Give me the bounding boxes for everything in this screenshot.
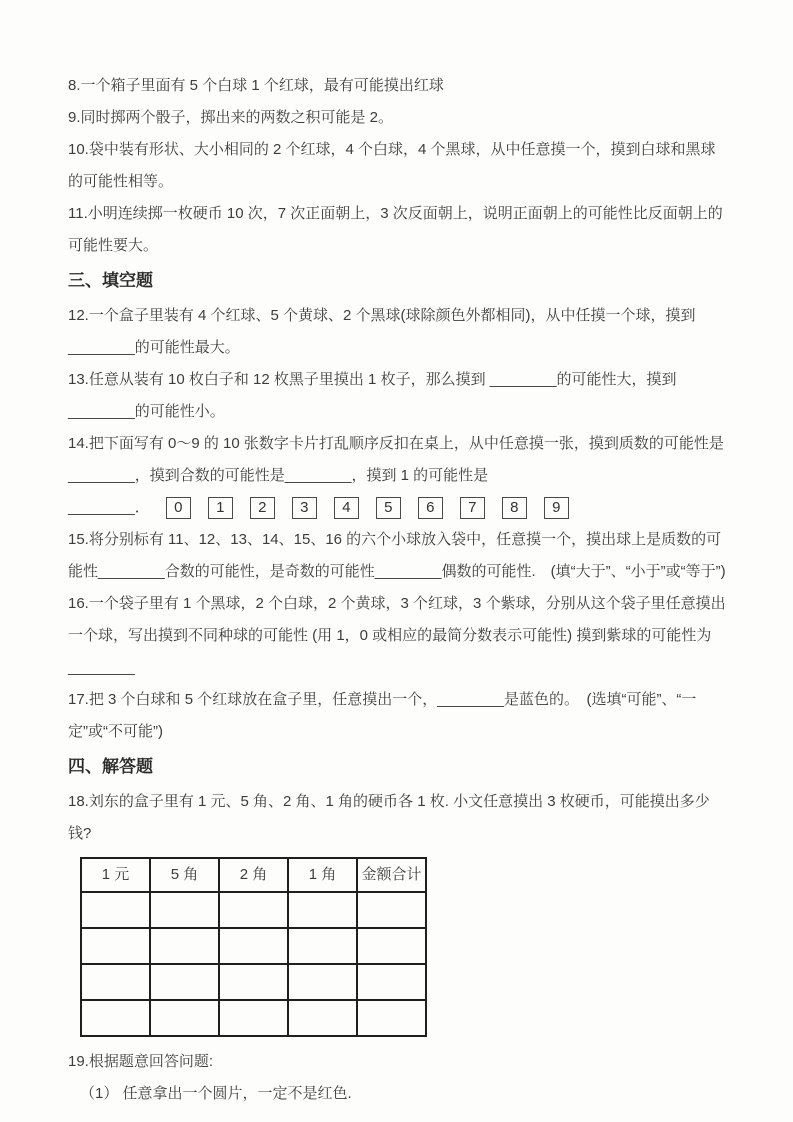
question-11: 11.小明连续掷一枚硬币 10 次，7 次正面朝上，3 次反面朝上，说明正面朝上的可能性比反面朝上的可能性要大。 xyxy=(68,205,723,254)
question-15: 15.将分别标有 11、12、13、14、15、16 的六个小球放入袋中，任意摸一个，摸出球上是质数的可能性________合数的可能性，是奇数的可能性________偶数的可能性. (填“大于”、“小于”或“等于”) xyxy=(68,531,726,580)
empty-cell xyxy=(357,928,426,964)
number-card-5: 5 xyxy=(376,497,401,519)
q14-number-cards-row xyxy=(68,492,728,524)
question-19-part-1: （1） 任意拿出一个圆片，一定不是红色. xyxy=(80,1085,352,1102)
section-heading-solve: 四、解答题 xyxy=(68,757,153,776)
empty-cell xyxy=(81,1000,150,1036)
question-14: 14.把下面写有 0～9 的 10 张数字卡片打乱顺序反扣在桌上，从中任意摸一张，摸到质数的可能性是________，摸到合数的可能性是________，摸到 1 的可能性是 xyxy=(68,435,724,484)
empty-cell xyxy=(150,928,219,964)
question-16: 16.一个袋子里有 1 个黑球，2 个白球，2 个黄球，3 个红球，3 个紫球，分别从这个袋子里任意摸出一个球，写出摸到不同种球的可能性 (用 1，0 或相应的最简分数表示可能性) 摸到紫球的可能性为________ xyxy=(68,595,726,676)
empty-cell xyxy=(288,1000,357,1036)
empty-cell xyxy=(357,964,426,1000)
table-row xyxy=(81,928,426,964)
empty-cell xyxy=(81,928,150,964)
empty-cell xyxy=(357,1000,426,1036)
col-header-2-jiao: 2 角 xyxy=(219,858,288,892)
col-header-5-jiao: 5 角 xyxy=(150,858,219,892)
empty-cell xyxy=(219,964,288,1000)
empty-cell xyxy=(219,1000,288,1036)
empty-cell xyxy=(150,1000,219,1036)
number-card-1: 1 xyxy=(208,497,233,519)
question-19: 19.根据题意回答问题: xyxy=(68,1053,214,1070)
question-12: 12.一个盒子里装有 4 个红球、5 个黄球、2 个黑球(球除颜色外都相同)，从中任摸一个球，摸到________的可能性最大。 xyxy=(68,307,696,356)
table-row xyxy=(81,964,426,1000)
empty-cell xyxy=(150,892,219,928)
number-card-9: 9 xyxy=(544,497,569,519)
section-heading-fill-in-blanks: 三、填空题 xyxy=(68,271,153,290)
empty-cell xyxy=(357,892,426,928)
empty-cell xyxy=(81,892,150,928)
empty-cell xyxy=(288,928,357,964)
col-header-1-jiao: 1 角 xyxy=(288,858,357,892)
q14-answer-blank: ________． xyxy=(68,499,150,516)
question-8: 8.一个箱子里面有 5 个白球 1 个红球，最有可能摸出红球 xyxy=(68,77,444,94)
table-header-row xyxy=(81,858,426,892)
empty-cell xyxy=(219,928,288,964)
question-13: 13.任意从装有 10 枚白子和 12 枚黑子里摸出 1 枚子，那么摸到 ________的可能性大，摸到________的可能性小。 xyxy=(68,371,677,420)
table-row xyxy=(81,892,426,928)
empty-cell xyxy=(219,892,288,928)
number-card-4: 4 xyxy=(334,497,359,519)
empty-cell xyxy=(288,892,357,928)
table-row xyxy=(81,1000,426,1036)
q18-coin-answer-table xyxy=(80,857,427,1037)
number-card-6: 6 xyxy=(418,497,443,519)
worksheet-page xyxy=(68,70,728,1110)
number-card-0: 0 xyxy=(166,497,191,519)
number-card-8: 8 xyxy=(502,497,527,519)
number-card-7: 7 xyxy=(460,497,485,519)
empty-cell xyxy=(81,964,150,1000)
col-header-total: 金额合计 xyxy=(357,858,426,892)
question-18: 18.刘东的盒子里有 1 元、5 角、2 角、1 角的硬币各 1 枚. 小文任意摸出 3 枚硬币，可能摸出多少钱? xyxy=(68,793,710,842)
number-card-2: 2 xyxy=(250,497,275,519)
question-10: 10.袋中装有形状、大小相同的 2 个红球，4 个白球，4 个黑球，从中任意摸一个，摸到白球和黑球的可能性相等。 xyxy=(68,141,716,190)
number-card-3: 3 xyxy=(292,497,317,519)
empty-cell xyxy=(288,964,357,1000)
question-9: 9.同时掷两个骰子，掷出来的两数之积可能是 2。 xyxy=(68,109,394,126)
question-17: 17.把 3 个白球和 5 个红球放在盒子里，任意摸出一个，________是蓝色的。 (选填“可能”、“一定”或“不可能”) xyxy=(68,691,697,740)
empty-cell xyxy=(150,964,219,1000)
col-header-1-yuan: 1 元 xyxy=(81,858,150,892)
